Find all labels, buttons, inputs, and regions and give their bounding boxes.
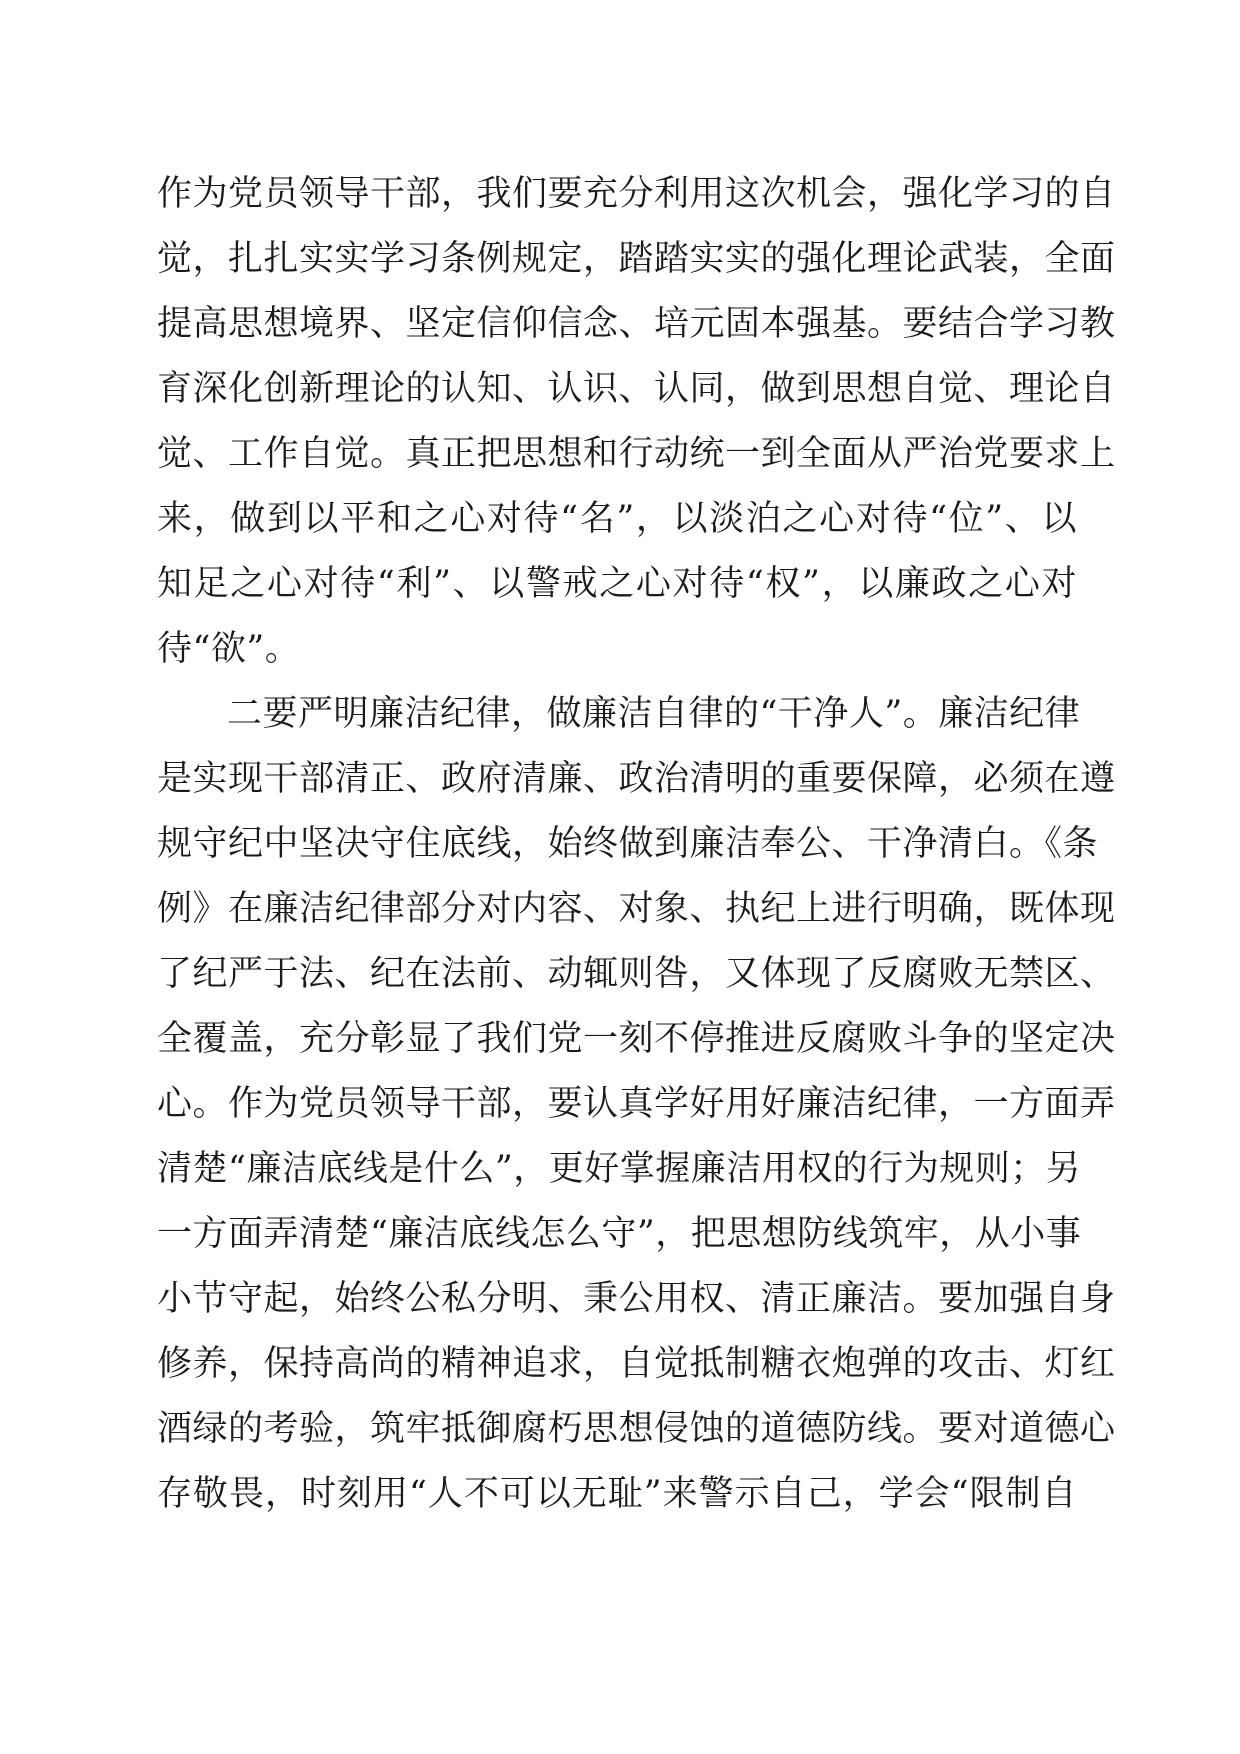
text-line: 提高思想境界、坚定信仰信念、培元固本强基。要结合学习教 [157, 304, 1116, 344]
text-line: 规守纪中坚决守住底线，始终做到廉洁奉公、干净清白。《条 [157, 824, 1099, 864]
text-line: 清楚“廉洁底线是什么”，更好掌握廉洁用权的行为规则；另 [157, 1149, 1082, 1189]
text-line: 育深化创新理论的认知、认识、认同，做到思想自觉、理论自 [157, 369, 1116, 409]
text-line: 知足之心对待“利”、以警戒之心对待“权”，以廉政之心对 [157, 564, 1077, 604]
text-line: 例》在廉洁纪律部分对内容、对象、执纪上进行明确，既体现 [157, 889, 1116, 929]
text-line: 来，做到以平和之心对待“名”，以淡泊之心对待“位”、以 [157, 499, 1077, 539]
text-line: 了纪严于法、纪在法前、动辄则咎，又体现了反腐败无禁区、 [157, 954, 1116, 994]
text-line: 小节守起，始终公私分明、秉公用权、清正廉洁。要加强自身 [157, 1279, 1116, 1319]
body-text [157, 162, 1116, 1527]
text-line: 待“欲”。 [157, 629, 301, 669]
text-line: 存敬畏，时刻用“人不可以无耻”来警示自己，学会“限制自 [157, 1474, 1077, 1514]
text-line: 是实现干部清正、政府清廉、政治清明的重要保障，必须在遵 [157, 759, 1116, 799]
text-line: 修养，保持高尚的精神追求，自觉抵制糖衣炮弹的攻击、灯红 [157, 1344, 1116, 1384]
text-line: 心。作为党员领导干部，要认真学好用好廉洁纪律，一方面弄 [157, 1084, 1116, 1124]
text-line: 作为党员领导干部，我们要充分利用这次机会，强化学习的自 [157, 174, 1116, 214]
text-line: 觉、工作自觉。真正把思想和行动统一到全面从严治党要求上 [157, 434, 1116, 474]
text-line: 全覆盖，充分彰显了我们党一刻不停推进反腐败斗争的坚定决 [157, 1019, 1116, 1059]
text-line: 觉，扎扎实实学习条例规定，踏踏实实的强化理论武装，全面 [157, 239, 1116, 279]
paragraph-start-line: 二要严明廉洁纪律，做廉洁自律的“干净人”。廉洁纪律 [227, 694, 1081, 734]
text-line: 一方面弄清楚“廉洁底线怎么守”，把思想防线筑牢，从小事 [157, 1214, 1082, 1254]
text-line: 酒绿的考验，筑牢抵御腐朽思想侵蚀的道德防线。要对道德心 [157, 1409, 1116, 1449]
